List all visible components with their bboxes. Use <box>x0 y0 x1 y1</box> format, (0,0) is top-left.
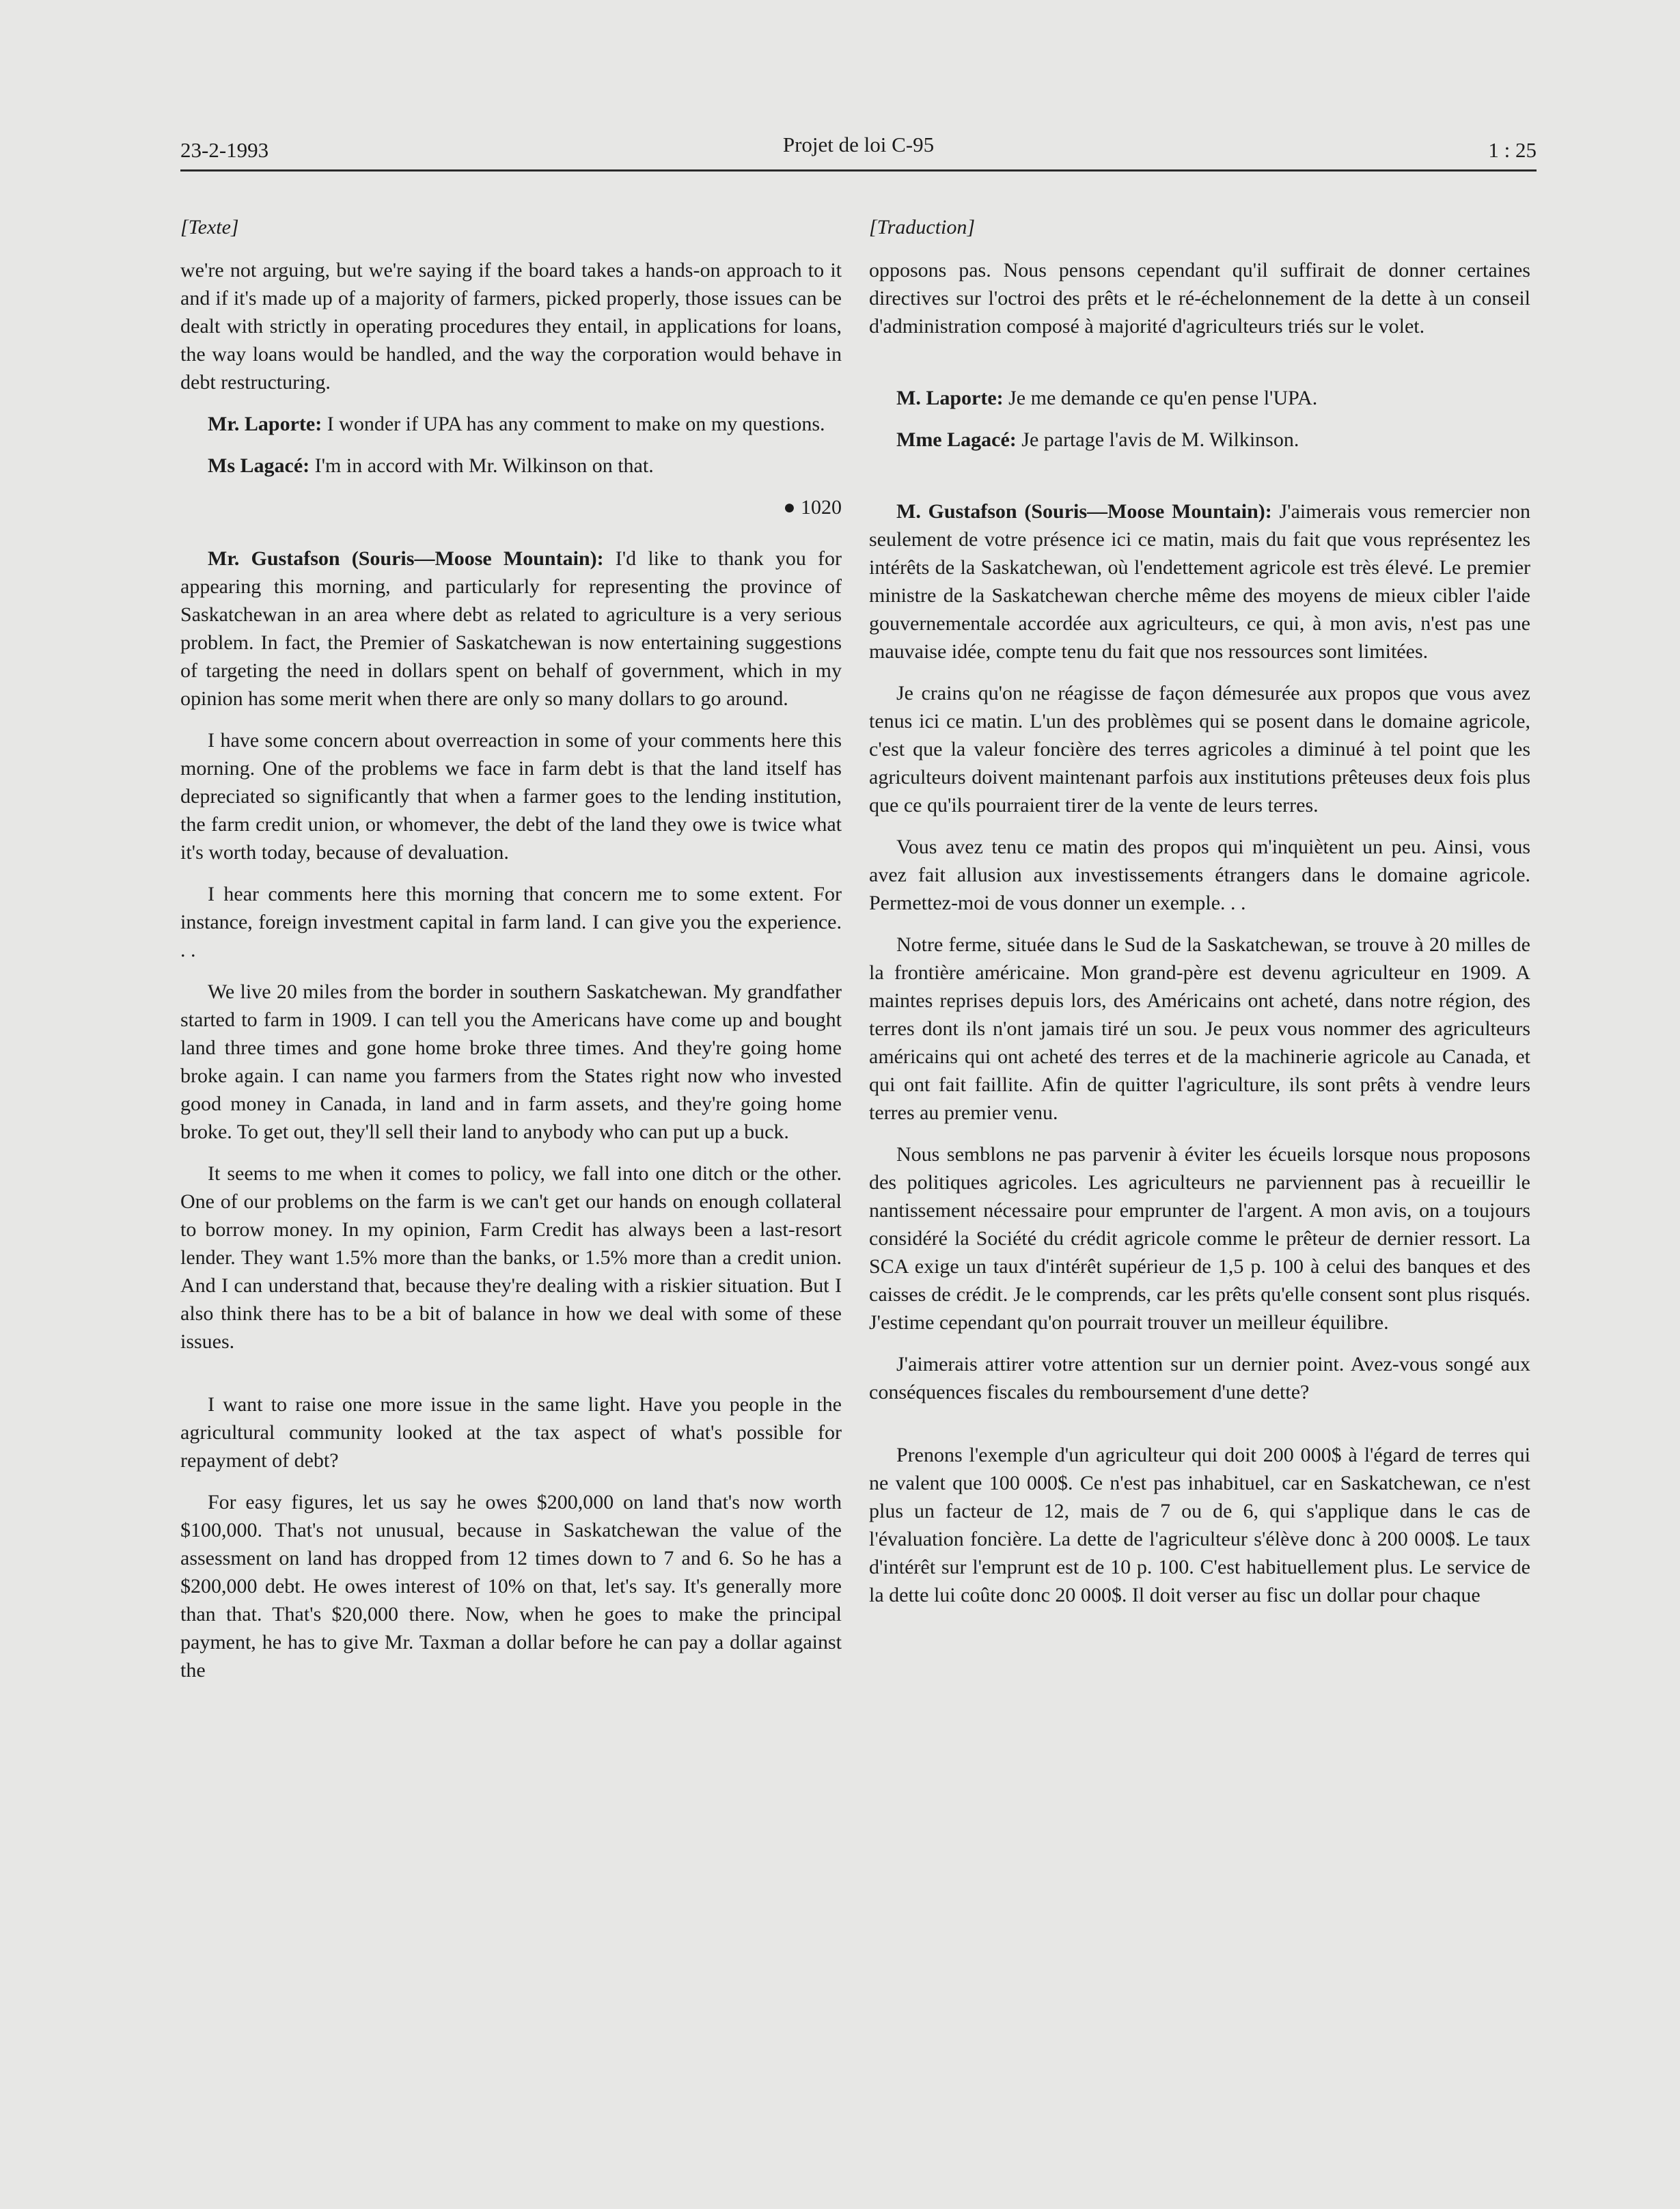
paragraph <box>869 426 1530 454</box>
paragraph <box>869 497 1530 666</box>
header-date: 23-2-1993 <box>180 138 269 162</box>
speaker-name: M. Gustafson (Souris—Moose Mountain): <box>896 500 1272 523</box>
paragraph: opposons pas. Nous pensons cependant qu'il suffirait de donner certaines directives sur l'octroi des prêts et le ré-échelonnement de la dette à un conseil d'administration composé à majorité d'agriculteurs triés sur le volet. <box>869 259 1530 338</box>
paragraph <box>869 384 1530 412</box>
speaker-name: Mme Lagacé: <box>896 428 1017 451</box>
paragraph: Prenons l'exemple d'un agriculteur qui doit 200 000$ à l'égard de terres qui ne valent que 100 000$. Ce n'est pas inhabituel, car en Saskatchewan, ce n'est plus un facteur de 12, mais de 7 ou de 6, qui s'applique dans le cas de l'évaluation foncière. La dette de l'agriculteur s'élève donc à 200 000$. Le taux d'intérêt sur l'emprunt est de 10 p. 100. C'est habituellement plus. Le service de la dette lui coûte donc 20 000$. Il doit verser au fisc un dollar pour chaque <box>869 1444 1530 1606</box>
paragraph: we're not arguing, but we're saying if the board takes a hands-on approach to it and if it's made up of a majority of farmers, picked properly, those issues can be dealt with strictly in operating procedures they entail, in applications for loans, the way loans would be handled, and the way the corporation would behave in debt restructuring. <box>180 259 842 394</box>
paragraph: Nous semblons ne pas parvenir à éviter les écueils lorsque nous proposons des politiques agricoles. Les agriculteurs ne parviennent pas à recueillir le nantissement nécessaire pour emprunter de l'argent. A mon avis, on a toujours considéré la Société du crédit agricole comme le prêteur de dernier ressort. La SCA exige un taux d'intérêt supérieur de 1,5 p. 100 à celui des banques et des caisses de crédit. Je le comprends, car les prêts qu'elle consent sont plus risqués. J'estime cependant qu'on pourrait trouver un meilleur équilibre. <box>869 1143 1530 1334</box>
paragraph: We live 20 miles from the border in southern Saskatchewan. My grandfather started to farm in 1909. I can tell you the Americans have come up and bought land three times and gone home broke three times. And they're going home broke again. I can name you farmers from the States right now who invested good money in Canada, in land and in farm assets, and they're going home broke. To get out, they'll sell their land to anybody who can put up a buck. <box>180 980 842 1143</box>
paragraph <box>180 545 842 713</box>
spacer <box>869 1420 1530 1441</box>
speech-text: I wonder if UPA has any comment to make on my questions. <box>322 413 825 435</box>
paragraph: I hear comments here this morning that concern me to some extent. For instance, foreign investment capital in farm land. I can give you the experience. . . <box>180 883 842 961</box>
header-title: Projet de loi C-95 <box>782 133 935 156</box>
spacer <box>869 467 1530 497</box>
paragraph: Notre ferme, située dans le Sud de la Saskatchewan, se trouve à 20 milles de la frontière américaine. Mon grand-père est devenu agriculteur en 1909. A maintes reprises depuis lors, des Américains ont acheté, dans notre région, des terres dont ils n'ont jamais tiré un sou. Je peux vous nommer des agriculteurs américains qui ont acheté des terres et de la machinerie agricole au Canada, et qui ont fait faillite. Afin de quitter l'agriculture, ils sont prêts à vendre leurs terres au premier venu. <box>869 933 1530 1124</box>
time-marker: ● 1020 <box>783 496 842 519</box>
spacer <box>180 1369 842 1390</box>
speech-text: I'm in accord with Mr. Wilkinson on that. <box>309 454 654 477</box>
translation-marker: [Traduction] <box>869 216 976 238</box>
speaker-name: Mr. Gustafson (Souris—Moose Mountain): <box>208 547 604 570</box>
paragraph: J'aimerais attirer votre attention sur un dernier point. Avez-vous songé aux conséquences fiscales du remboursement d'une dette? <box>869 1353 1530 1403</box>
paragraph: For easy figures, let us say he owes $200,000 on land that's now worth $100,000. That's not unusual, because in Saskatchewan the value of the assessment on land has dropped from 12 times down to 7 and 6. So he has a $200,000 debt. He owes interest of 10% on that, let's say. It's generally more than that. That's $20,000 there. Now, when he goes to make the principal payment, he has to give Mr. Taxman a dollar before he can pay a dollar against the <box>180 1491 842 1682</box>
english-column <box>180 213 842 1698</box>
header-page-number: 1 : 25 <box>1488 138 1537 162</box>
speaker-name: Mr. Laporte: <box>208 413 322 435</box>
spacer <box>869 354 1530 384</box>
speaker-name: Ms Lagacé: <box>208 454 310 477</box>
text-marker: [Texte] <box>180 216 239 238</box>
paragraph <box>180 410 842 438</box>
paragraph: I want to raise one more issue in the same light. Have you people in the agricultural community looked at the tax aspect of what's possible for repayment of debt? <box>180 1393 842 1472</box>
speech-text: Je partage l'avis de M. Wilkinson. <box>1016 428 1299 451</box>
speaker-name: M. Laporte: <box>896 387 1004 409</box>
speech-text: I'd like to thank you for appearing this morning, and particularly for representing the province of Saskatchewan in an area where debt as related to agriculture is a very serious problem. In fact, the Premier of Saskatchewan is now entertaining suggestions of targeting the need in dollars spent on behalf of government, which in my opinion has some merit when there are only so many dollars to go around. <box>180 547 842 710</box>
paragraph <box>180 452 842 480</box>
paragraph: I have some concern about overreaction in some of your comments here this morning. One of the problems we face in farm debt is that the land itself has depreciated so significantly that when a farmer goes to the lending institution, the farm credit union, or whomever, the debt of the land they owe is twice what it's worth today, because of devaluation. <box>180 729 842 864</box>
paragraph: It seems to me when it comes to policy, we fall into one ditch or the other. One of our problems on the farm is we can't get our hands on enough collateral to borrow money. In my opinion, Farm Credit has always been a last-resort lender. They want 1.5% more than the banks, or 1.5% more than a credit union. And I can understand that, because they're dealing with a riskier situation. But I also think there has to be a bit of balance in how we deal with some of these issues. <box>180 1162 842 1353</box>
french-column <box>869 213 1530 1623</box>
speech-text: J'aimerais vous remercier non seulement de votre présence ici ce matin, mais du fait que vous représentez les intérêts de la Saskatchewan, où l'endettement agricole est très élevé. Le premier ministre de la Saskatchewan cherche même des moyens de mieux cibler l'aide gouvernementale accordée aux agriculteurs, ce qui, à mon avis, n'est pas une mauvaise idée, compte tenu du fait que nos ressources sont limitées. <box>869 500 1530 663</box>
page-header <box>180 133 1537 171</box>
paragraph: Je crains qu'on ne réagisse de façon démesurée aux propos que vous avez tenus ici ce matin. L'un des problèmes qui se posent dans le domaine agricole, c'est que la valeur foncière des terres agricoles a diminué à tel point que les agriculteurs doivent maintenant parfois aux institutions prêteuses deux fois plus que ce qu'ils pourraient tirer de la vente de leurs terres. <box>869 682 1530 817</box>
paragraph: Vous avez tenu ce matin des propos qui m'inquiètent un peu. Ainsi, vous avez fait allusion aux investissements étrangers dans le domaine agricole. Permettez-moi de vous donner un exemple. . . <box>869 836 1530 914</box>
speech-text: Je me demande ce qu'en pense l'UPA. <box>1003 387 1318 409</box>
